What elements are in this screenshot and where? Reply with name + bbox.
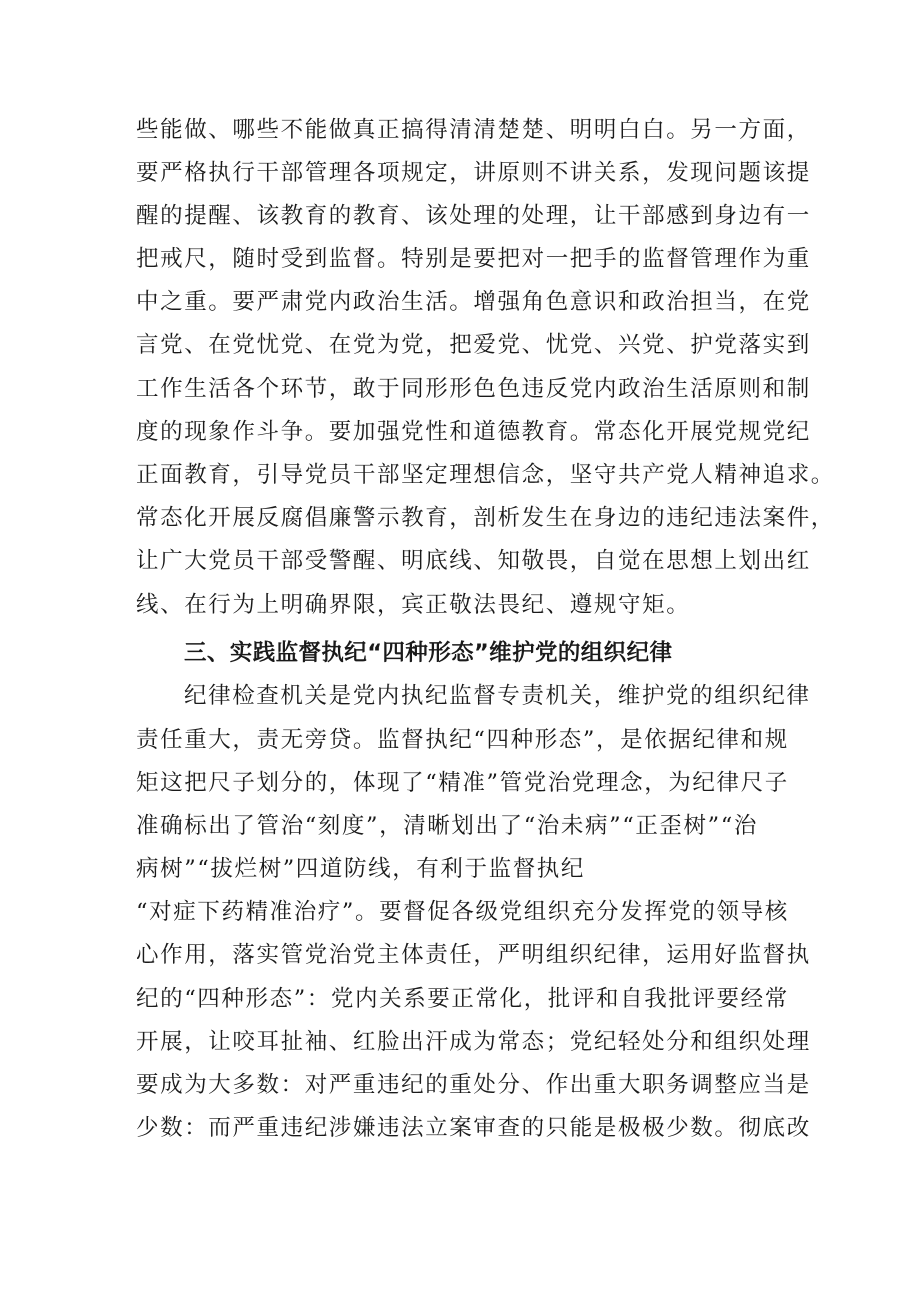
body-text-line: 把戒尺，随时受到监督。特别是要把对一把手的监督管理作为重 <box>136 246 811 272</box>
body-text-line: 线、在行为上明确界限，宾正敬法畏纪、遵规守矩。 <box>136 592 691 618</box>
body-text-line: “对症下药精准治疗”。要督促各级党组织充分发挥党的领导核 <box>136 899 789 925</box>
body-text-line: 少数：而严重违纪涉嫌违法立案审查的只能是极极少数。彻底改 <box>136 1115 811 1141</box>
body-text-line: 度的现象作斗争。要加强党性和道德教育。常态化开展党规党纪 <box>136 419 811 445</box>
body-text-line: 言党、在党忧党、在党为党，把爱党、忧党、兴党、护党落实到 <box>136 332 811 358</box>
body-text-line: 开展，让咬耳扯袖、红脸出汗成为常态；党纪轻处分和组织处理 <box>136 1029 811 1055</box>
body-text-line: 纪律检查机关是党内执纪监督专责机关，维护党的组织纪律 <box>184 683 811 709</box>
body-text-line: 要成为大多数：对严重违纪的重处分、作出重大职务调整应当是 <box>136 1072 811 1098</box>
body-text-line: 病树”“拔烂树”四道防线，有利于监督执纪 <box>136 856 586 882</box>
body-text-line: 工作生活各个环节，敢于同形形色色违反党内政治生活原则和制 <box>136 376 811 402</box>
body-text-line: 矩这把尺子划分的，体现了“精准”管党治党理念，为纪律尺子 <box>136 770 789 796</box>
body-text-line: 准确标出了管治“刻度”，清晰划出了“治未病”“正歪树”“治 <box>136 813 758 839</box>
body-text-line: 要严格执行干部管理各项规定，讲原则不讲关系，发现问题该提 <box>136 160 811 186</box>
body-text-line: 中之重。要严肃党内政治生活。增强角色意识和政治担当，在党 <box>136 289 811 315</box>
body-text-line: 心作用，落实管党治党主体责任，严明组织纪律，运用好监督执 <box>136 942 811 968</box>
body-text-line: 常态化开展反腐倡廉警示教育，剖析发生在身边的违纪违法案件， <box>136 505 835 531</box>
body-text-line: 醒的提醒、该教育的教育、该处理的处理，让干部感到身边有一 <box>136 203 811 229</box>
body-text-line: 些能做、哪些不能做真正搞得清清楚楚、明明白白。另一方面， <box>136 117 811 143</box>
body-text-line: 纪的“四种形态”：党内关系要正常化，批评和自我批评要经常 <box>136 986 789 1012</box>
body-text-line: 让广大党员干部受警醒、明底线、知敬畏，自觉在思想上划出红 <box>136 548 811 574</box>
body-text-line: 正面教育，引导党员干部坚定理想信念，坚守共产党人精神追求。 <box>136 462 835 488</box>
body-text-line: 责任重大，责无旁贷。监督执纪“四种形态”，是依据纪律和规 <box>136 727 789 753</box>
section-heading: 三、实践监督执纪“四种形态”维护党的组织纪律 <box>184 640 673 666</box>
